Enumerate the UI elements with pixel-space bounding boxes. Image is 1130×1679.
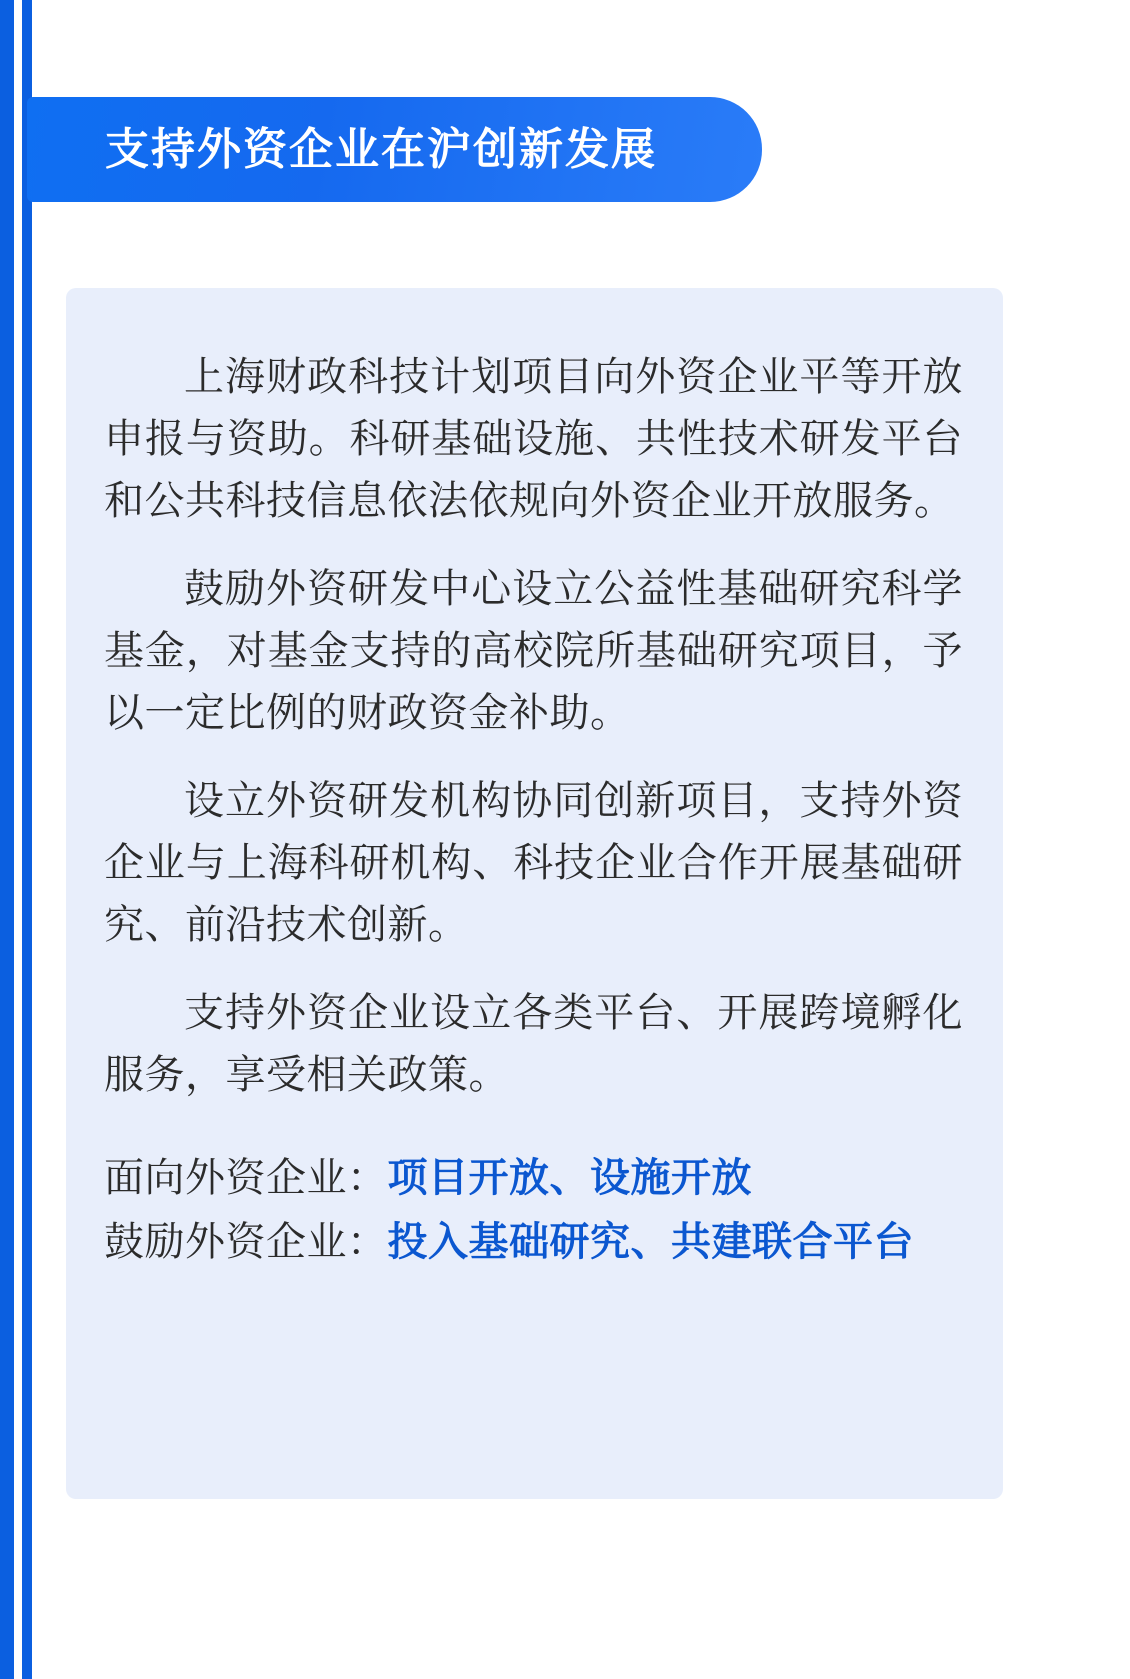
summary-value: 项目开放、设施开放 [387,1156,752,1200]
title-pill [27,97,762,202]
paragraph: 设立外资研发机构协同创新项目，支持外资企业与上海科研机构、科技企业合作开展基础研究、前沿技术创新。 [104,779,963,947]
left-accent-bar-inner [22,0,32,1679]
summary-value: 投入基础研究、共建联合平台 [387,1220,914,1264]
left-accent-bar-outer [0,0,14,1679]
paragraph: 上海财政科技计划项目向外资企业平等开放申报与资助。科研基础设施、共性技术研发平台和公共科技信息依法依规向外资企业开放服务。 [104,355,963,523]
summary-label: 鼓励外资企业： [104,1220,388,1264]
summary-row [104,1212,963,1272]
paragraph: 支持外资企业设立各类平台、开展跨境孵化服务，享受相关政策。 [104,991,963,1097]
paragraph: 鼓励外资研发中心设立公益性基础研究科学基金，对基金支持的高校院所基础研究项目，予以一定比例的财政资金补助。 [104,567,963,735]
title-banner [27,97,762,202]
content-card [66,288,1003,1499]
summary-block [104,1148,963,1272]
summary-row [104,1148,963,1208]
page-title: 支持外资企业在沪创新发展 [105,124,657,174]
summary-label: 面向外资企业： [104,1156,388,1200]
